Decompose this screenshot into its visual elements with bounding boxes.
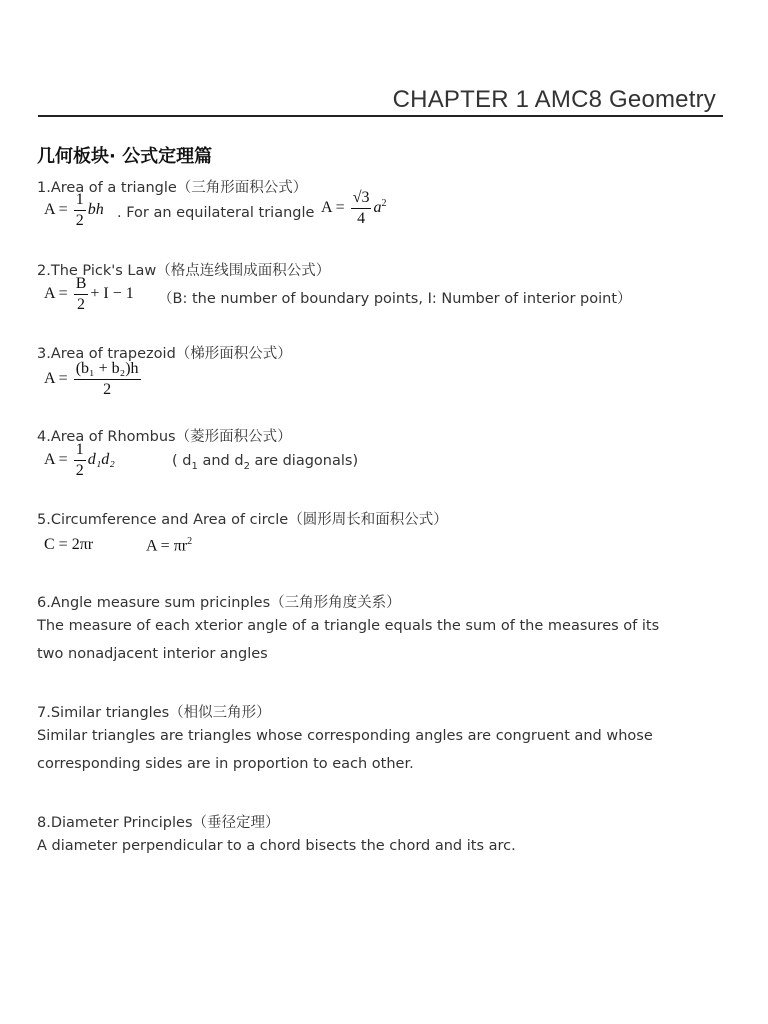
fraction (74, 442, 86, 479)
heading-triangle-area: 1.Area of a triangle（三角形面积公式） (37, 180, 308, 196)
fraction-numerator: 1 (74, 442, 86, 461)
section-title: 几何板块· 公式定理篇 (37, 146, 213, 167)
heading-circle: 5.Circumference and Area of circle（圆形周长和面积公式） (37, 512, 448, 528)
equilateral-note: . For an equilateral triangle (117, 205, 315, 221)
fraction-numerator: √3 (351, 190, 372, 209)
heading-trapezoid-area: 3.Area of trapezoid（梯形面积公式） (37, 346, 292, 362)
rhombus-note (172, 453, 358, 472)
formula-circle-area (146, 536, 192, 555)
fraction-numerator: 1 (74, 192, 86, 211)
fraction-numerator: (b₁ + b₂)h (74, 361, 141, 380)
formula-lhs: A = (44, 285, 68, 303)
text-line: corresponding sides are in proportion to each other. (37, 756, 414, 772)
heading-rhombus-area: 4.Area of Rhombus（菱形面积公式） (37, 429, 292, 445)
picks-law-note: （B: the number of boundary points, I: Number of interior point） (158, 291, 632, 307)
heading-picks-law: 2.The Pick's Law（格点连线围成面积公式） (37, 263, 331, 279)
note-text: and d (197, 453, 244, 469)
formula-variable: a (373, 199, 382, 217)
note-text: are diagonals) (249, 453, 359, 469)
diameter-principles-text (37, 832, 516, 860)
text-line: The measure of each xterior angle of a triangle equals the sum of the measures of its (37, 618, 660, 634)
fraction-denominator: 2 (103, 381, 112, 398)
fraction (74, 276, 89, 313)
heading-angle-measure: 6.Angle measure sum pricinples（三角形角度关系） (37, 595, 401, 611)
text-line: A diameter perpendicular to a chord bisects the chord and its arc. (37, 838, 516, 854)
fraction-numerator: B (74, 276, 89, 295)
text-line: two nonadjacent interior angles (37, 646, 268, 662)
chapter-title: CHAPTER 1 AMC8 Geometry (392, 86, 716, 113)
formula-rhombus-area (44, 442, 115, 479)
fraction-denominator: 4 (357, 210, 366, 227)
formula-picks-law (44, 276, 134, 313)
formula-lhs: A = (44, 451, 68, 469)
formula-triangle-area (44, 192, 104, 229)
formula-text: A = πr (146, 537, 188, 555)
note-text: ( d (172, 453, 192, 469)
fraction-denominator: 2 (77, 296, 86, 313)
formula-lhs: A = (44, 201, 68, 219)
formula-trapezoid-area (44, 361, 143, 398)
subscript: 1 (191, 460, 198, 472)
fraction (74, 192, 86, 229)
fraction (74, 361, 141, 398)
fraction-denominator: 2 (75, 212, 84, 229)
subscript: 2 (243, 460, 250, 472)
angle-measure-text (37, 612, 659, 668)
formula-variables: d₁d₂ (87, 451, 115, 469)
header-divider (38, 115, 723, 117)
fraction (351, 190, 372, 227)
heading-similar-triangles: 7.Similar triangles（相似三角形） (37, 705, 271, 721)
exponent: 2 (187, 536, 193, 547)
similar-triangles-text (37, 722, 653, 778)
formula-equilateral-area (321, 190, 386, 227)
formula-rest: + I − 1 (90, 285, 134, 303)
formula-circumference: C = 2πr (44, 536, 94, 553)
formula-lhs: A = (44, 370, 68, 388)
exponent: 2 (381, 197, 387, 209)
formula-lhs: A = (321, 199, 345, 217)
formula-variables: bh (87, 201, 104, 219)
fraction-denominator: 2 (75, 462, 84, 479)
text-line: Similar triangles are triangles whose corresponding angles are congruent and whose (37, 728, 653, 744)
heading-diameter-principles: 8.Diameter Principles（垂径定理） (37, 815, 280, 831)
